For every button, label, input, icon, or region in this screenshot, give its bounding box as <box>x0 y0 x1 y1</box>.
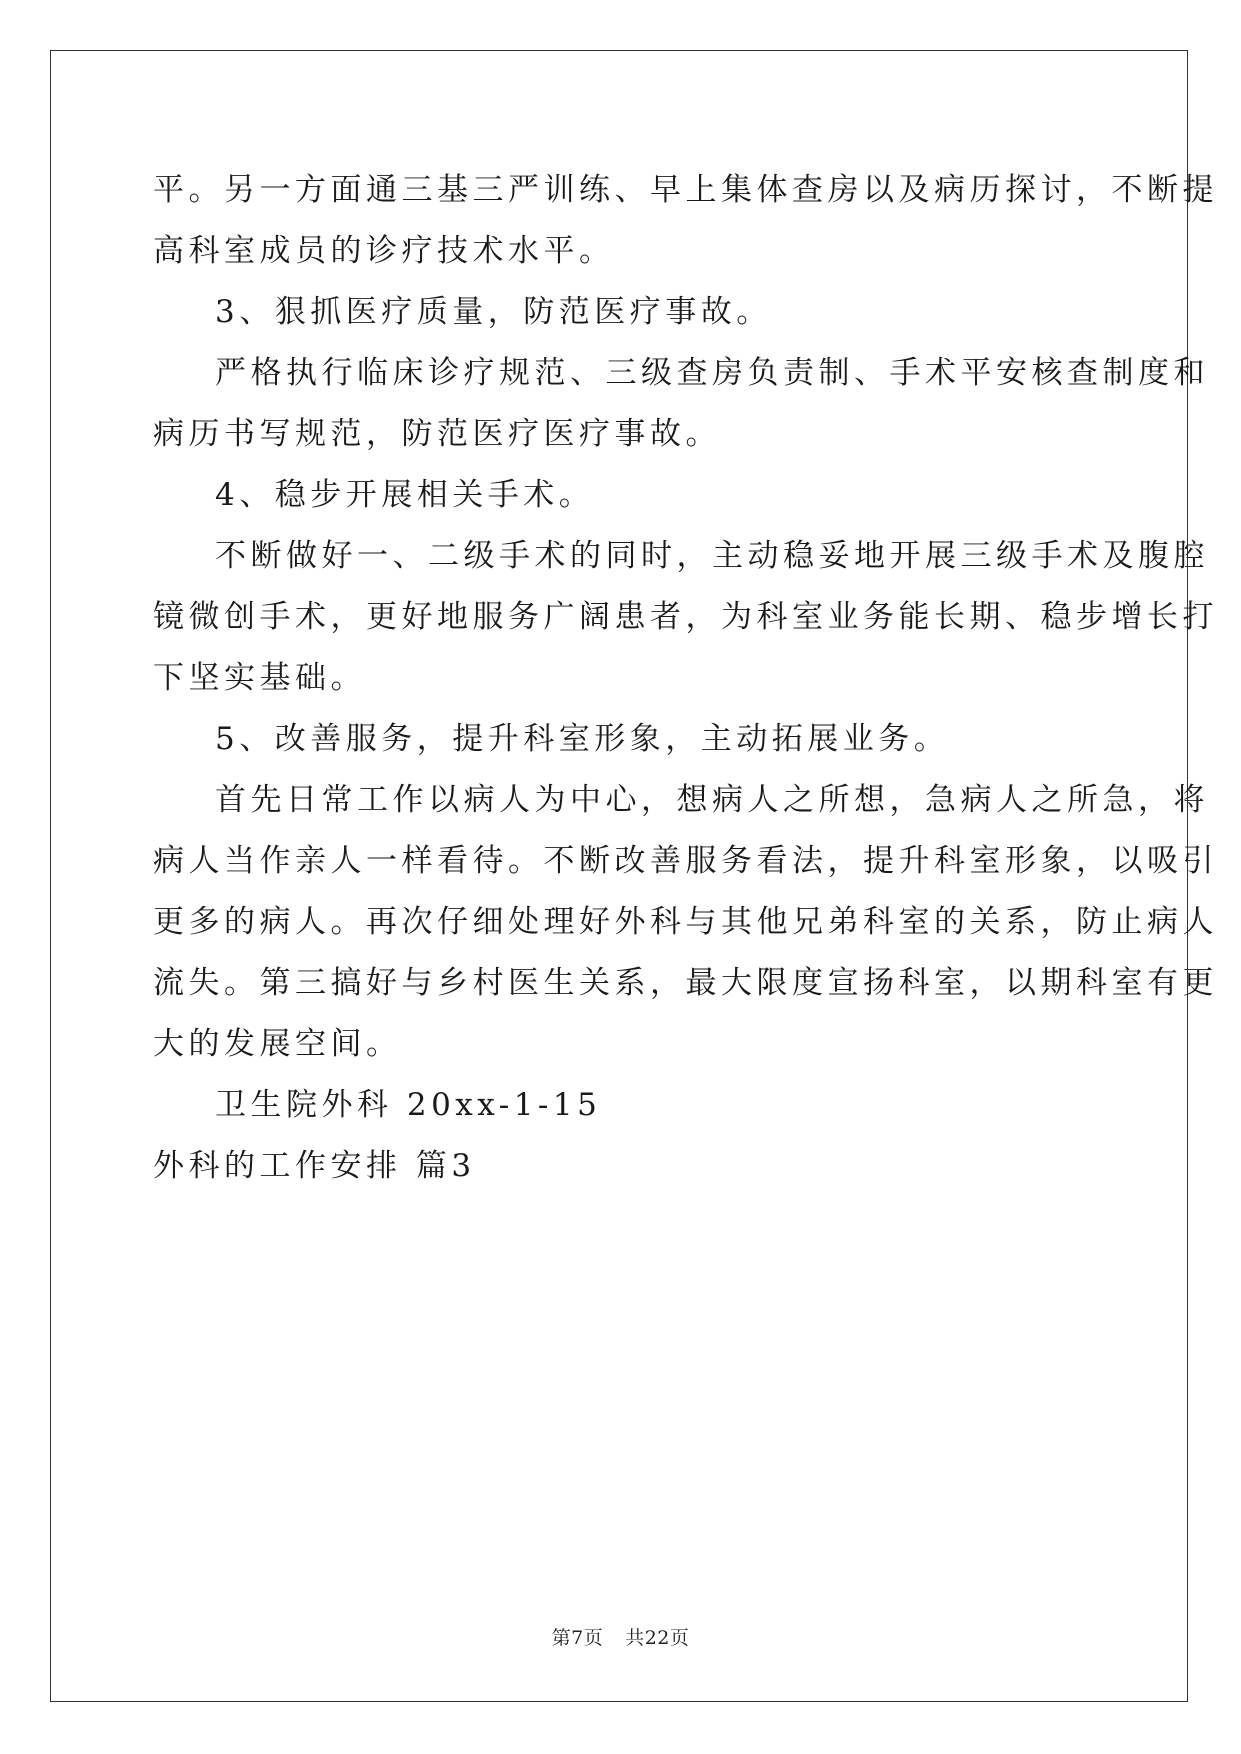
text-line: 流失。第三搞好与乡村医生关系，最大限度宣扬科室，以期科室有更 <box>153 965 1218 1001</box>
document-body <box>153 160 1218 1197</box>
text-line: 病历书写规范，防范医疗医疗事故。 <box>153 416 721 452</box>
text-line: 严格执行临床诊疗规范、三级查房负责制、手术平安核查制度和 <box>215 355 1209 391</box>
page-total: 共22页 <box>625 1627 690 1649</box>
text-line: 首先日常工作以病人为中心，想病人之所想，急病人之所急，将 <box>215 782 1209 818</box>
section-heading: 4、稳步开展相关手术。 <box>215 477 595 513</box>
text-line: 大的发展空间。 <box>153 1026 402 1062</box>
section-heading: 3、狠抓医疗质量，防范医疗事故。 <box>215 294 772 330</box>
article-title: 外科的工作安排 篇3 <box>153 1148 476 1184</box>
text-line: 高科室成员的诊疗技术水平。 <box>153 233 615 269</box>
text-line: 病人当作亲人一样看待。不断改善服务看法，提升科室形象，以吸引 <box>153 843 1218 879</box>
text-line: 平。另一方面通三基三严训练、早上集体查房以及病历探讨，不断提 <box>153 172 1218 208</box>
section-heading: 5、改善服务，提升科室形象，主动拓展业务。 <box>215 721 950 757</box>
text-line: 不断做好一、二级手术的同时，主动稳妥地开展三级手术及腹腔 <box>215 538 1209 574</box>
text-line: 下坚实基础。 <box>153 660 366 696</box>
signature-line: 卫生院外科 20xx-1-15 <box>215 1087 602 1123</box>
text-line: 更多的病人。再次仔细处理好外科与其他兄弟科室的关系，防止病人 <box>153 904 1218 940</box>
text-line: 镜微创手术，更好地服务广阔患者，为科室业务能长期、稳步增长打 <box>153 599 1218 635</box>
page-number: 第7页 <box>551 1627 604 1649</box>
page-footer <box>0 1623 1241 1650</box>
